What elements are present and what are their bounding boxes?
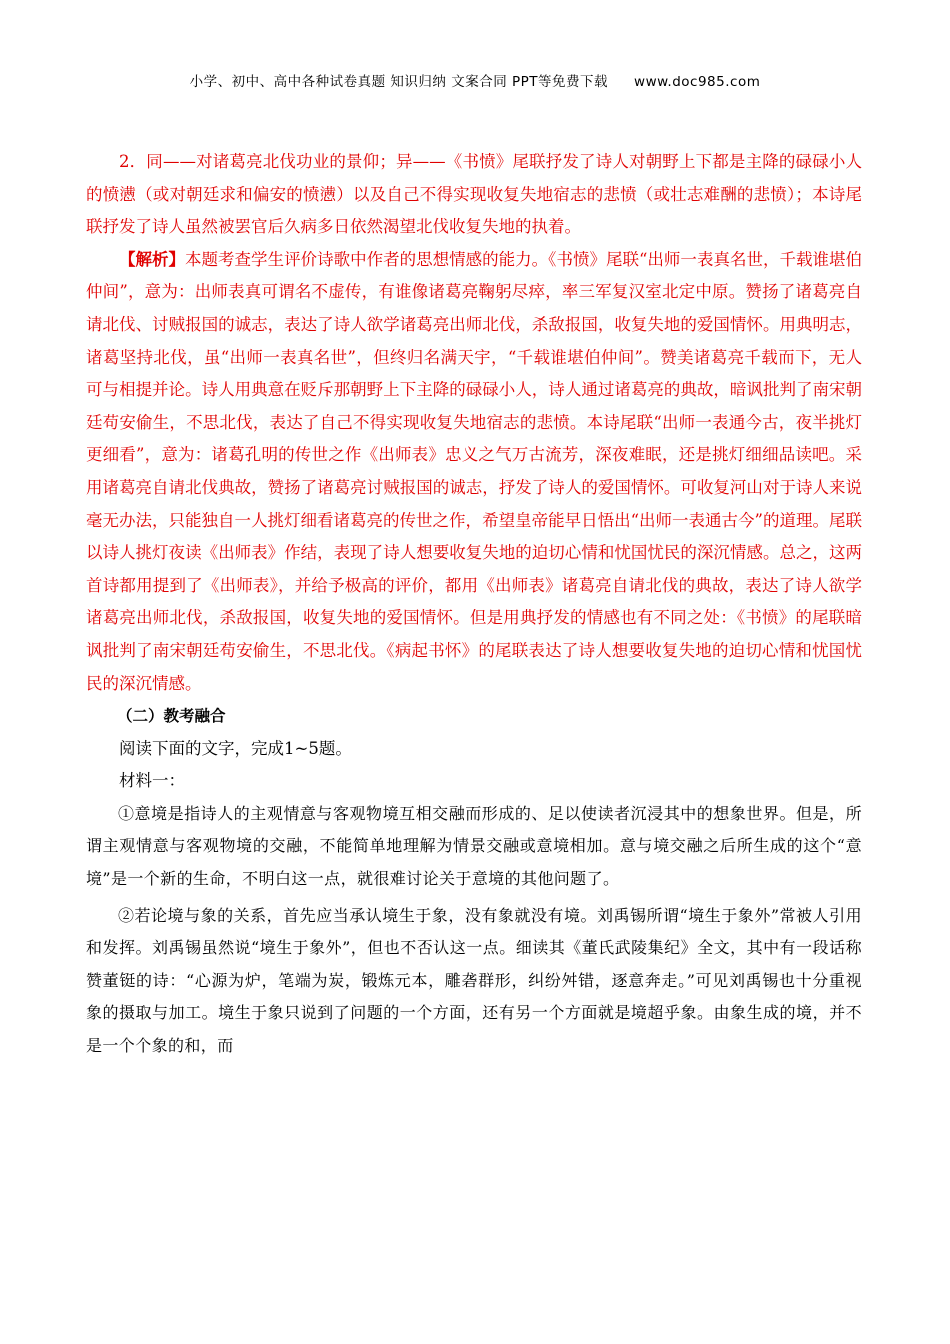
instruction: 阅读下面的文字，完成1~5题。 [119,738,352,758]
document-body [86,146,862,1063]
material-paragraph-1: ①意境是指诗人的主观情意与客观物境互相交融而形成的、足以使读者沉浸其中的想象世界。但是，所谓主观情意与客观物境的交融，不能简单地理解为情景交融或意境相加。意与境交融之后所生成的这个“意境”是一个新的生命，不明白这一点，就很难讨论关于意境的其他问题了。 [86,803,862,889]
analysis-text: 本题考查学生评价诗歌中作者的思想情感的能力。《书愤》尾联“出师一表真名世，千载谁堪伯仲间”，意为：出师表真可谓名不虚传，有谁像诸葛亮鞠躬尽瘁，率三军复汉室北定中原。赞扬了诸葛亮自请北伐、讨贼报国的诚志，表达了诗人欲学诸葛亮出师北伐，杀敌报国，收复失地的爱国情怀。用典明志，诸葛坚持北伐，虽“出师一表真名世”，但终归名满天宇，“千载谁堪伯仲间”。赞美诸葛亮千载而下，无人可与相提并论。诗人用典意在贬斥那朝野上下主降的碌碌小人，诗人通过诸葛亮的典故，暗讽批判了南宋朝廷苟安偷生，不思北伐，表达了自己不得实现收复失地宿志的悲愤。本诗尾联“出师一表通今古，夜半挑灯更细看”，意为：诸葛孔明的传世之作《出师表》忠义之气万古流芳，深夜难眠，还是挑灯细细品读吧。采用诸葛亮自请北伐典故，赞扬了诸葛亮讨贼报国的诚志，抒发了诗人的爱国情怀。可收复河山对于诗人来说毫无办法，只能独自一人挑灯细看诸葛亮的传世之作，希望皇帝能早日悟出“出师一表通古今”的道理。尾联以诗人挑灯夜读《出师表》作结，表现了诗人想要收复失地的迫切心情和忧国忧民的深沉情感。总之，这两首诗都用提到了《出师表》，并给予极高的评价，都用《出师表》诸葛亮自请北伐的典故，表达了诗人欲学诸葛亮出师北伐，杀敌报国，收复失地的爱国情怀。但是用典抒发的情感也有不同之处：《书愤》的尾联暗讽批判了南宋朝廷苟安偷生，不思北伐。《病起书怀》的尾联表达了诗人想要收复失地的迫切心情和忧国忧民的深沉情感。 [86,249,863,693]
page-header [0,70,950,90]
analysis-label: 【解析】 [119,249,186,269]
header-text: 小学、初中、高中各种试卷真题 知识归纳 文案合同 PPT等免费下载 [189,74,609,90]
material-label: 材料一： [119,771,185,791]
answer-paragraph: 2．同——对诸葛亮北伐功业的景仰；异——《书愤》尾联抒发了诗人对朝野上下都是主降的碌碌小人的愤懑（或对朝廷求和偏安的愤懑）以及自己不得实现收复失地宿志的悲愤（或壮志难酬的悲愤）；本诗尾联抒发了诗人虽然被罢官后久病多日依然渴望北伐收复失地的执着。 [86,152,862,237]
analysis-paragraph [86,244,862,700]
material-paragraph-2: ②若论境与象的关系，首先应当承认境生于象，没有象就没有境。刘禹锡所谓“境生于象外”常被人引用和发挥。刘禹锡虽然说“境生于象外”，但也不否认这一点。细读其《董氏武陵集纪》全文，其中有一段话称赞董铤的诗：“心源为炉，笔端为炭，锻炼元本，雕砻群形，纠纷舛错，逐意奔走。”可见刘禹锡也十分重视象的摄取与加工。境生于象只说到了问题的一个方面，还有另一个方面就是境超乎象。由象生成的境，并不是一个个象的和，而 [86,905,862,1056]
section-title: （二）教考融合 [117,707,226,726]
header-site: www.doc985.com [634,74,761,90]
